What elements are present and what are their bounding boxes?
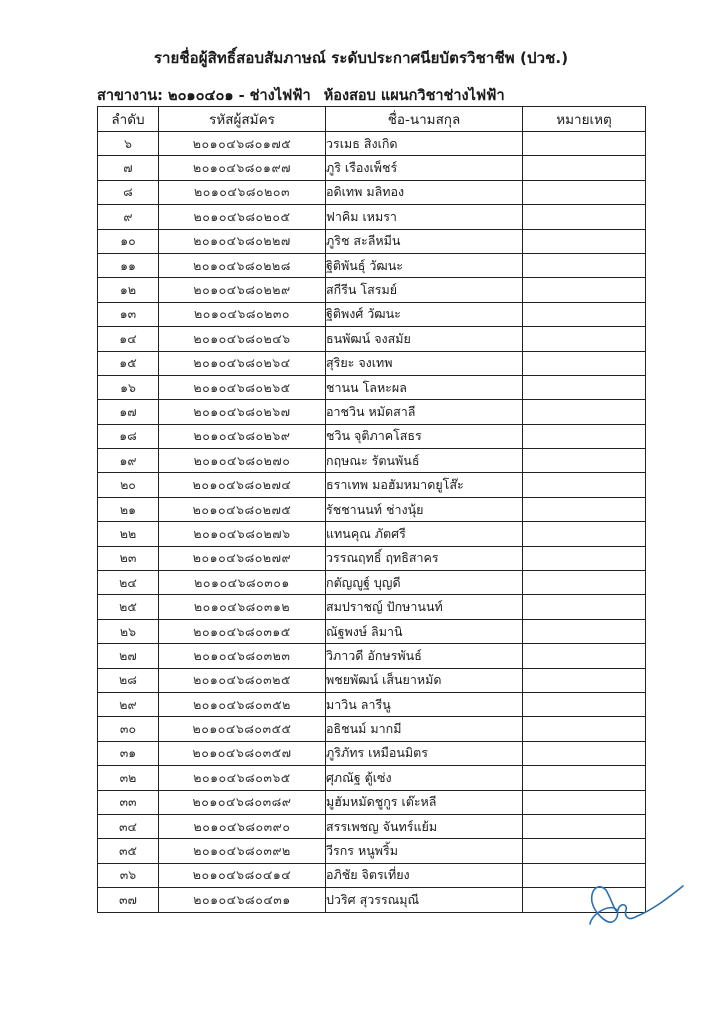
table-row: [98, 400, 646, 424]
table-row: [98, 156, 646, 180]
applicant-code: ๒๐๑๐๔๖๘๐๓๒๓: [159, 644, 326, 668]
full-name: มูฮัมหมัดชูกูร เต๊ะหลี: [326, 790, 523, 814]
applicant-code: ๒๐๑๐๔๖๘๐๑๗๕: [159, 132, 326, 156]
full-name: อธิชนม์ มากมี: [326, 717, 523, 741]
table-row: [98, 863, 646, 887]
row-number: ๑๑: [98, 253, 159, 277]
table-row: [98, 619, 646, 643]
remarks: [523, 180, 646, 204]
full-name: กฤษณะ รัตนพันธ์: [326, 449, 523, 473]
table-row: [98, 814, 646, 838]
table-row: [98, 546, 646, 570]
header-remarks: หมายเหตุ: [523, 107, 646, 132]
applicant-code: ๒๐๑๐๔๖๘๐๒๗๙: [159, 546, 326, 570]
row-number: ๑๘: [98, 424, 159, 448]
remarks: [523, 497, 646, 521]
remarks: [523, 717, 646, 741]
full-name: อภิชัย จิตรเที่ยง: [326, 863, 523, 887]
remarks: [523, 375, 646, 399]
table-row: [98, 327, 646, 351]
row-number: ๑๙: [98, 449, 159, 473]
applicant-code: ๒๐๑๐๔๖๘๐๒๔๖: [159, 327, 326, 351]
applicant-code: ๒๐๑๐๔๖๘๐๒๗๖: [159, 522, 326, 546]
applicant-code: ๒๐๑๐๔๖๘๐๒๒๗: [159, 229, 326, 253]
table-row: [98, 839, 646, 863]
remarks: [523, 278, 646, 302]
remarks: [523, 400, 646, 424]
row-number: ๓๑: [98, 741, 159, 765]
remarks: [523, 327, 646, 351]
remarks: [523, 790, 646, 814]
full-name: ชวิน จุติภาคโสธร: [326, 424, 523, 448]
full-name: สกีรีน โสรมย์: [326, 278, 523, 302]
row-number: ๓๕: [98, 839, 159, 863]
row-number: ๙: [98, 205, 159, 229]
table-row: [98, 522, 646, 546]
applicant-code: ๒๐๑๐๔๖๘๐๓๙๐: [159, 814, 326, 838]
header-applicant-code: รหัสผู้สมัคร: [159, 107, 326, 132]
row-number: ๓๐: [98, 717, 159, 741]
applicant-code: ๒๐๑๐๔๖๘๐๓๖๕: [159, 766, 326, 790]
table-row: [98, 302, 646, 326]
full-name: สุริยะ จงเทพ: [326, 351, 523, 375]
row-number: ๒๒: [98, 522, 159, 546]
remarks: [523, 522, 646, 546]
applicant-code: ๒๐๑๐๔๖๘๐๒๗๐: [159, 449, 326, 473]
table-row: [98, 717, 646, 741]
full-name: ฐิติพงศ์ วัฒนะ: [326, 302, 523, 326]
remarks: [523, 156, 646, 180]
applicant-code: ๒๐๑๐๔๖๘๐๒๖๔: [159, 351, 326, 375]
row-number: ๘: [98, 180, 159, 204]
remarks: [523, 424, 646, 448]
remarks: [523, 619, 646, 643]
row-number: ๒๗: [98, 644, 159, 668]
row-number: ๒๓: [98, 546, 159, 570]
remarks: [523, 814, 646, 838]
applicant-code: ๒๐๑๐๔๖๘๐๓๙๒: [159, 839, 326, 863]
full-name: ฐิติพันธุ์ วัฒนะ: [326, 253, 523, 277]
full-name: ศุภณัฐ ตู้เซ่ง: [326, 766, 523, 790]
row-number: ๖: [98, 132, 159, 156]
applicant-code: ๒๐๑๐๔๖๘๐๒๐๓: [159, 180, 326, 204]
full-name: ภูริช สะลีหมีน: [326, 229, 523, 253]
table-row: [98, 790, 646, 814]
remarks: [523, 766, 646, 790]
full-name: พชยพัฒน์ เส็นยาหมัด: [326, 668, 523, 692]
applicant-code: ๒๐๑๐๔๖๘๐๒๒๘: [159, 253, 326, 277]
applicant-code: ๒๐๑๐๔๖๘๐๒๖๗: [159, 400, 326, 424]
table-row: [98, 571, 646, 595]
remarks: [523, 302, 646, 326]
remarks: [523, 449, 646, 473]
row-number: ๑๕: [98, 351, 159, 375]
full-name: ชานน โลหะผล: [326, 375, 523, 399]
full-name: ธราเทพ มอฮัมหมาดยูโส๊ะ: [326, 473, 523, 497]
table-row: [98, 229, 646, 253]
applicant-code: ๒๐๑๐๔๖๘๐๑๙๗: [159, 156, 326, 180]
applicant-code: ๒๐๑๐๔๖๘๐๓๑๒: [159, 595, 326, 619]
full-name: วรเมธ สิงเกิด: [326, 132, 523, 156]
remarks: [523, 644, 646, 668]
applicant-code: ๒๐๑๐๔๖๘๐๓๕๗: [159, 741, 326, 765]
remarks: [523, 253, 646, 277]
row-number: ๒๙: [98, 692, 159, 716]
remarks: [523, 205, 646, 229]
full-name: ฟาคิม เหมรา: [326, 205, 523, 229]
applicant-code: ๒๐๑๐๔๖๘๐๒๒๙: [159, 278, 326, 302]
table-row: [98, 692, 646, 716]
full-name: แทนคุณ ภัตศรี: [326, 522, 523, 546]
full-name: ปวริศ สุวรรณมุณี: [326, 888, 523, 912]
table-row: [98, 766, 646, 790]
table-row: [98, 424, 646, 448]
full-name: สรรเพชญ จันทร์แย้ม: [326, 814, 523, 838]
remarks: [523, 692, 646, 716]
table-row: [98, 473, 646, 497]
table-row: [98, 741, 646, 765]
row-number: ๓๖: [98, 863, 159, 887]
row-number: ๓๒: [98, 766, 159, 790]
branch-label: สาขางาน: ๒๐๑๐๔๐๑ - ช่างไฟฟ้า: [97, 88, 311, 104]
header-order: ลำดับ: [98, 107, 159, 132]
applicant-code: ๒๐๑๐๔๖๘๐๔๑๔: [159, 863, 326, 887]
table-row: [98, 132, 646, 156]
applicant-code: ๒๐๑๐๔๖๘๐๓๕๕: [159, 717, 326, 741]
table-row: [98, 351, 646, 375]
full-name: มาวิน ลารีนู: [326, 692, 523, 716]
table-row: [98, 888, 646, 912]
row-number: ๒๕: [98, 595, 159, 619]
applicant-code: ๒๐๑๐๔๖๘๐๒๖๙: [159, 424, 326, 448]
table-row: [98, 595, 646, 619]
full-name: สมปราชญ์ ปักษานนท์: [326, 595, 523, 619]
full-name: วีรกร หนูพริ้ม: [326, 839, 523, 863]
row-number: ๓๗: [98, 888, 159, 912]
full-name: ภูริ เรืองเพ็ชร์: [326, 156, 523, 180]
applicant-code: ๒๐๑๐๔๖๘๐๒๗๔: [159, 473, 326, 497]
full-name: กตัญญูฐ์ บุญดี: [326, 571, 523, 595]
table-row: [98, 497, 646, 521]
room-label: ห้องสอบ แผนกวิชาช่างไฟฟ้า: [323, 88, 505, 104]
signature-stroke: [590, 886, 683, 924]
remarks: [523, 741, 646, 765]
row-number: ๒๑: [98, 497, 159, 521]
applicant-code: ๒๐๑๐๔๖๘๐๒๐๕: [159, 205, 326, 229]
applicant-code: ๒๐๑๐๔๖๘๐๔๓๑: [159, 888, 326, 912]
applicant-code: ๒๐๑๐๔๖๘๐๓๑๕: [159, 619, 326, 643]
applicant-code: ๒๐๑๐๔๖๘๐๓๐๑: [159, 571, 326, 595]
full-name: อดิเทพ มลิทอง: [326, 180, 523, 204]
row-number: ๒๐: [98, 473, 159, 497]
full-name: ณัฐพงษ์ ลิมานิ: [326, 619, 523, 643]
remarks: [523, 839, 646, 863]
row-number: ๑๐: [98, 229, 159, 253]
candidate-table: [97, 106, 646, 913]
applicant-code: ๒๐๑๐๔๖๘๐๓๕๒: [159, 692, 326, 716]
row-number: ๑๖: [98, 375, 159, 399]
applicant-code: ๒๐๑๐๔๖๘๐๓๘๙: [159, 790, 326, 814]
applicant-code: ๒๐๑๐๔๖๘๐๓๒๕: [159, 668, 326, 692]
row-number: ๑๗: [98, 400, 159, 424]
signature: [588, 880, 688, 940]
applicant-code: ๒๐๑๐๔๖๘๐๒๖๕: [159, 375, 326, 399]
remarks: [523, 473, 646, 497]
remarks: [523, 546, 646, 570]
row-number: ๑๒: [98, 278, 159, 302]
table-header-row: [98, 107, 646, 132]
full-name: วรรณฤทธิ์ ฤทธิสาคร: [326, 546, 523, 570]
remarks: [523, 229, 646, 253]
remarks: [523, 571, 646, 595]
document-subtitle: [97, 84, 513, 107]
full-name: อาชวิน หมัดสาลี: [326, 400, 523, 424]
row-number: ๑๓: [98, 302, 159, 326]
full-name: รัชชานนท์ ช่างนุ้ย: [326, 497, 523, 521]
table-row: [98, 449, 646, 473]
full-name: ภูริภัทร เหมือนมิตร: [326, 741, 523, 765]
remarks: [523, 668, 646, 692]
header-full-name: ชื่อ-นามสกุล: [326, 107, 523, 132]
row-number: ๒๔: [98, 571, 159, 595]
table-body: [98, 132, 646, 913]
table-row: [98, 375, 646, 399]
table-row: [98, 180, 646, 204]
table-row: [98, 668, 646, 692]
row-number: ๓๔: [98, 814, 159, 838]
row-number: ๑๔: [98, 327, 159, 351]
row-number: ๓๓: [98, 790, 159, 814]
table-row: [98, 278, 646, 302]
remarks: [523, 132, 646, 156]
document-title: รายชื่อผู้สิทธิ์สอบสัมภาษณ์ ระดับประกาศนียบัตรวิชาชีพ (ปวช.): [153, 49, 569, 67]
applicant-code: ๒๐๑๐๔๖๘๐๒๓๐: [159, 302, 326, 326]
applicant-code: ๒๐๑๐๔๖๘๐๒๗๕: [159, 497, 326, 521]
table-row: [98, 205, 646, 229]
row-number: ๒๖: [98, 619, 159, 643]
table-row: [98, 253, 646, 277]
full-name: ธนพัฒน์ จงสมัย: [326, 327, 523, 351]
remarks: [523, 595, 646, 619]
row-number: ๗: [98, 156, 159, 180]
remarks: [523, 351, 646, 375]
table-row: [98, 644, 646, 668]
row-number: ๒๘: [98, 668, 159, 692]
full-name: วิภาวดี อักษรพันธ์: [326, 644, 523, 668]
